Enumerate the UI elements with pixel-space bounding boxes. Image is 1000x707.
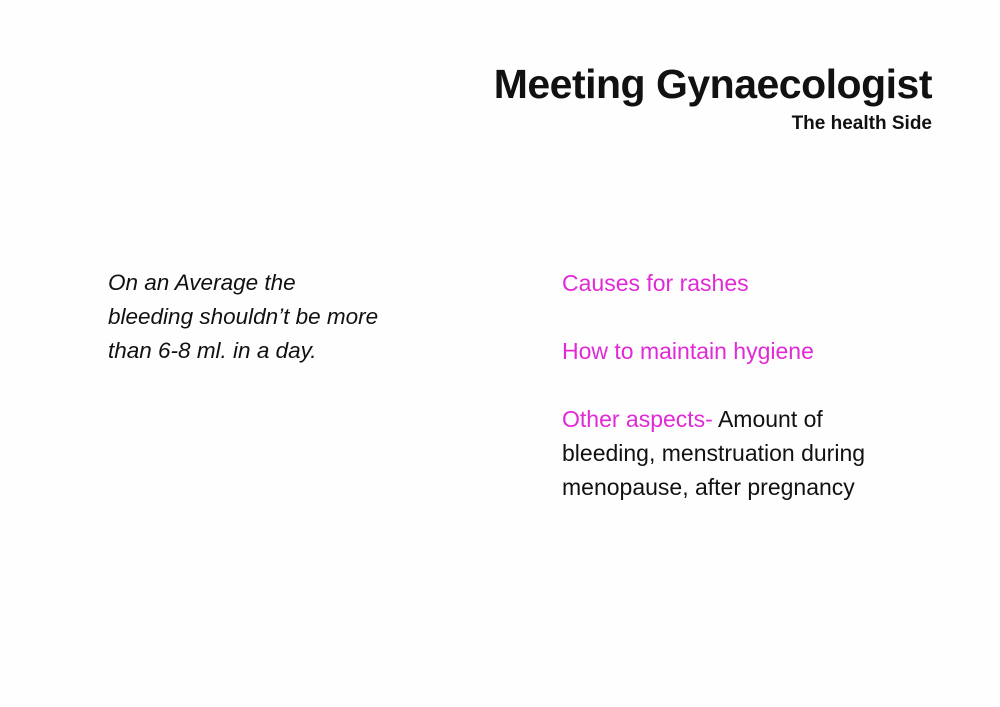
topic-maintain-hygiene: How to maintain hygiene xyxy=(562,338,814,364)
other-aspects-label: Other aspects- xyxy=(562,406,713,432)
note-line: than 6-8 ml. in a day. xyxy=(108,338,317,363)
topic-causes-for-rashes: Causes for rashes xyxy=(562,270,749,296)
other-aspects-text: Amount of xyxy=(717,406,823,432)
page-title: Meeting Gynaecologist xyxy=(493,61,932,107)
other-aspects-line: menopause, after pregnancy xyxy=(562,474,855,500)
other-aspects-first-line xyxy=(562,402,962,436)
topic-other-aspects xyxy=(562,402,962,504)
bleeding-note xyxy=(108,266,438,368)
note-line: On an Average the xyxy=(108,270,296,295)
note-line: bleeding shouldn’t be more xyxy=(108,304,379,329)
page-subtitle: The health Side xyxy=(791,113,932,134)
other-aspects-line: bleeding, menstruation during xyxy=(562,440,866,466)
topics-list xyxy=(562,266,962,504)
